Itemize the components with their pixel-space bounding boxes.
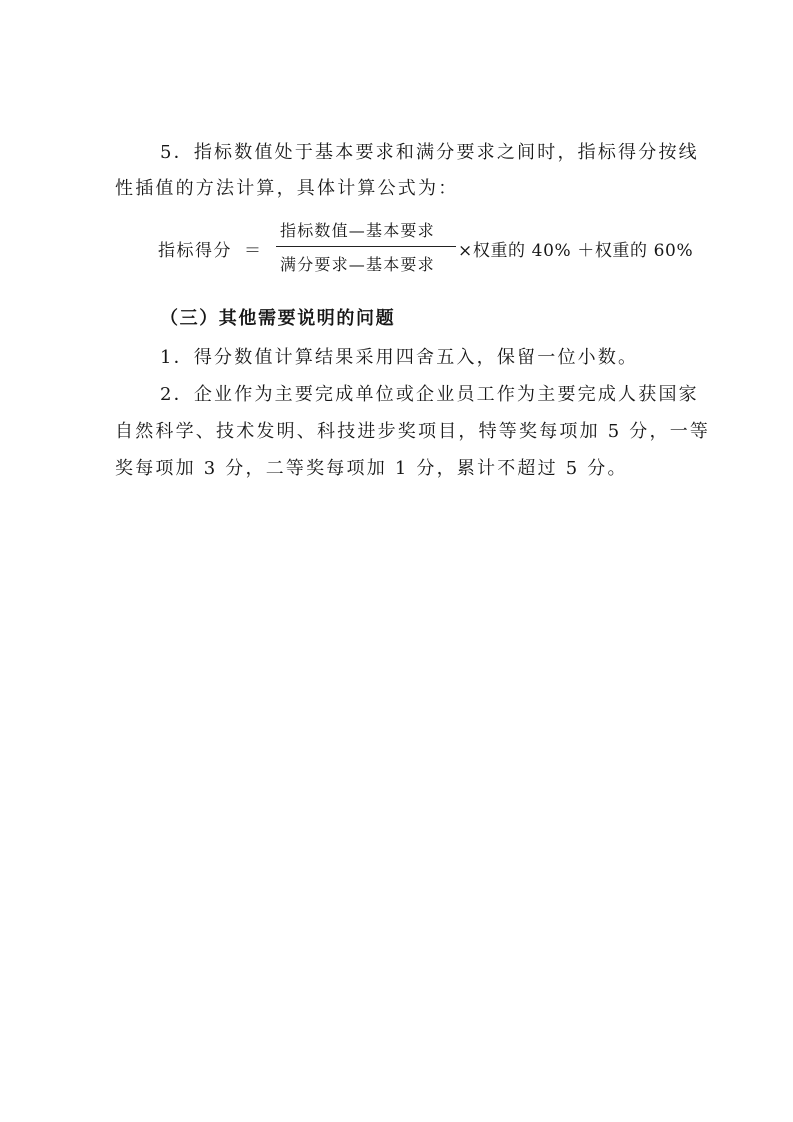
formula-numerator: 指标数值—基本要求 <box>280 221 435 240</box>
note2-line3: 奖每项加 3 分，二等奖每项加 1 分，累计不超过 5 分。 <box>115 458 628 479</box>
note2-line2: 自然科学、技术发明、科技进步奖项目，特等奖每项加 5 分，一等 <box>115 421 711 442</box>
formula-rhs: ×权重的 40% ＋权重的 60% <box>458 241 694 261</box>
item5-line2: 性插值的方法计算，具体计算公式为： <box>115 178 459 199</box>
formula-equals: ＝ <box>244 241 261 261</box>
note2-line1: 2．企业作为主要完成单位或企业员工作为主要完成人获国家 <box>160 384 699 405</box>
item5-line1: 5．指标数值处于基本要求和满分要求之间时，指标得分按线 <box>160 142 699 163</box>
formula-denominator: 满分要求—基本要求 <box>280 255 435 274</box>
section-heading: （三）其他需要说明的问题 <box>160 308 396 329</box>
score-formula <box>158 214 718 280</box>
fraction-bar <box>276 246 456 247</box>
note1: 1．得分数值计算结果采用四舍五入，保留一位小数。 <box>160 347 639 368</box>
formula-lhs: 指标得分 <box>158 241 232 261</box>
